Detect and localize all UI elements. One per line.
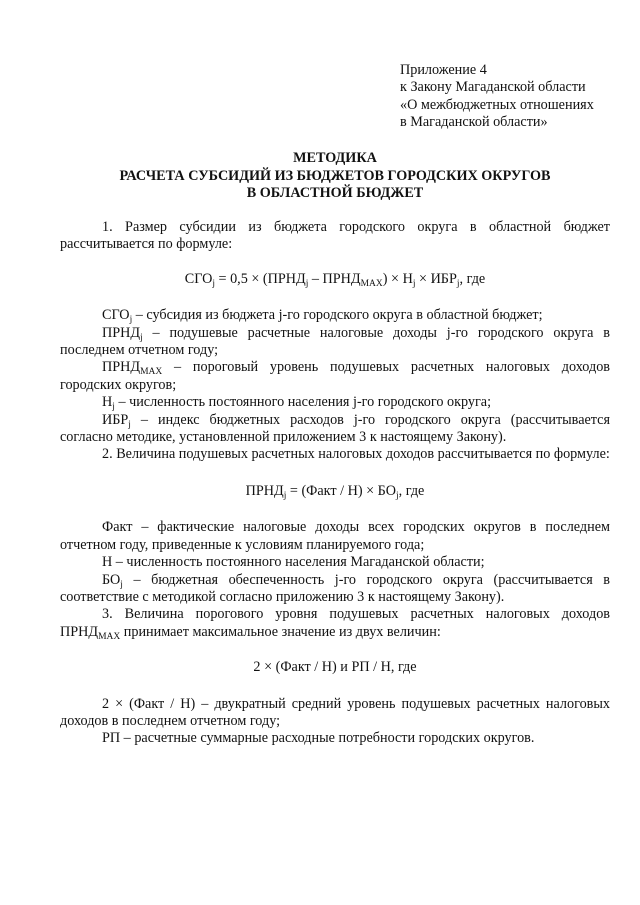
definition-prnd-max: $ПРНД_{MAX}$ – пороговый уровень подушевых расчетных налоговых доходов городских округов; [60, 359, 610, 393]
paragraph-3: 3. Величина порогового уровня подушевых расчетных налоговых доходов $ПРНД_{MAX}$ принимает максимальное значение из двух величин: [60, 606, 610, 642]
document-body [60, 219, 610, 748]
document-title [60, 150, 610, 203]
paragraph-1: 1. Размер субсидии из бюджета городского округа в областной бюджет рассчитывается по формуле: [60, 219, 610, 253]
formula-2: $ПРНД_j$ = (Факт / $Н) \times БО_j$, где [245, 482, 425, 501]
title-line-1: МЕТОДИКА [293, 150, 377, 166]
appendix-header [400, 62, 620, 132]
definition-sgo: $СГО_j$ – субсидия из бюджета j-го городского округа в областной бюджет; [102, 307, 543, 326]
definition-double-average: 2 × (Факт / Н) – двукратный средний уровень подушевых расчетных налоговых доходов в последнем отчетном году; [60, 695, 610, 729]
definition-fakt: Факт – фактические налоговые доходы всех городских округов в последнем отчетном году, приведенные к условиям планируемого года; [60, 519, 610, 553]
formula-1: $СГО_j = 0,5$ × ($ПРНД_j$ – $ПРНД_{MAX}) \times Н_j \times ИБР_j$, где [184, 270, 486, 289]
definition-rp: РП – расчетные суммарные расходные потребности городских округов. [102, 730, 535, 747]
title-line-2: РАСЧЕТА СУБСИДИЙ ИЗ БЮДЖЕТОВ ГОРОДСКИХ ОКРУГОВ [119, 167, 551, 184]
appendix-line-3: «О межбюджетных отношениях [400, 96, 594, 113]
definition-bo: $БО_j$ – бюджетная обеспеченность j-го городского округа (рассчитывается в соответствие с методикой согласно приложению 3 к настоящему Закону). [60, 571, 610, 605]
appendix-line-1: Приложение 4 [400, 62, 487, 78]
formula-3: 2 × (Факт / Н) и РП / Н, где [253, 659, 417, 676]
definition-population: $Н_j$ – численность постоянного населения j-го городского округа; [102, 394, 492, 413]
appendix-line-2: к Закону Магаданской области [400, 79, 586, 96]
definition-prnd: $ПРНД_j$ – подушевые расчетные налоговые доходы j-го городского округа в последнем отчетном году; [60, 324, 610, 359]
definition-n: Н – численность постоянного населения Магаданской области; [102, 554, 485, 571]
appendix-line-4: в Магаданской области» [400, 114, 548, 131]
paragraph-2: 2. Величина подушевых расчетных налоговых доходов рассчитывается по формуле: [102, 446, 610, 463]
definition-ibr: $ИБР_j$ – индекс бюджетных расходов j-го городского округа (рассчитывается согласно методике, установленной приложением 3 к настоящему Закону). [60, 411, 610, 446]
title-line-3: В ОБЛАСТНОЙ БЮДЖЕТ [246, 185, 424, 202]
